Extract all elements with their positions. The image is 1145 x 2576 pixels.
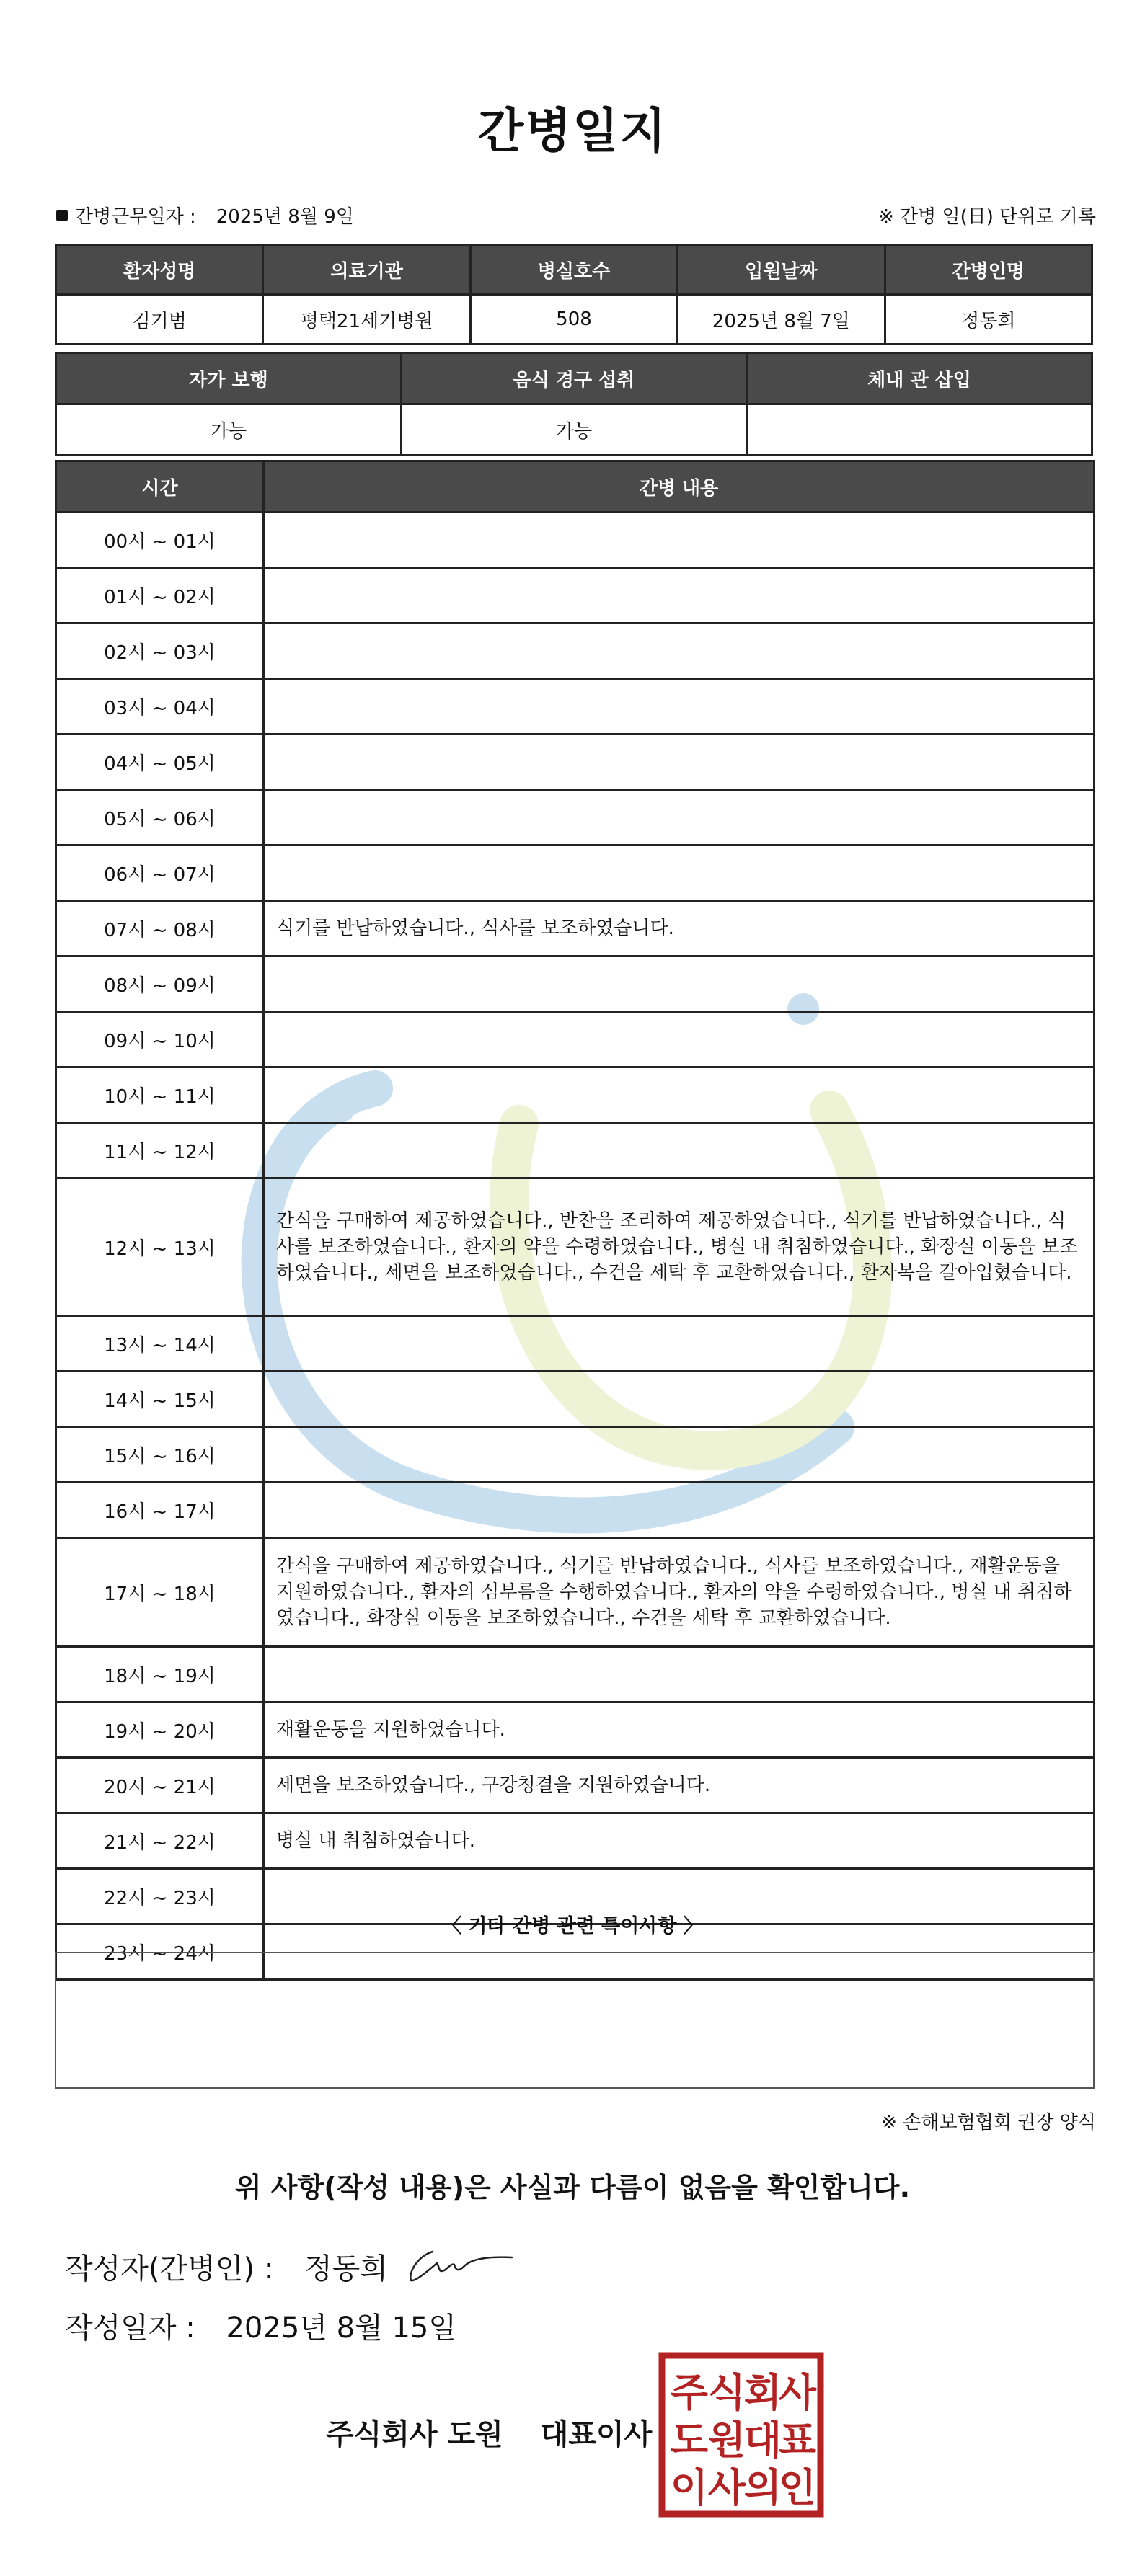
special-notes-title: 〈 기타 간병 관련 특이사항 〉 — [442, 1915, 703, 1937]
care-content — [264, 679, 1095, 734]
table-row — [56, 1758, 1095, 1813]
care-content — [264, 734, 1095, 790]
writer-name: 정동희 — [304, 2252, 388, 2286]
care-content — [264, 1067, 1095, 1123]
header-admission-date: 입원날짜 — [678, 245, 885, 295]
care-content: 재활운동을 지원하였습니다. — [264, 1702, 1095, 1758]
room-number: 508 — [470, 295, 677, 345]
confirmation-statement: 위 사항(작성 내용)은 사실과 다름이 없음을 확인합니다. — [234, 2172, 911, 2203]
seal-char: 주 — [670, 2370, 709, 2415]
ability-value-row — [56, 404, 1092, 456]
time-slot: 21시 ~ 22시 — [56, 1813, 264, 1869]
document-title: 간병일지 — [477, 103, 668, 159]
header-time: 시간 — [56, 461, 264, 512]
table-row — [56, 1123, 1095, 1178]
header-hospital: 의료기관 — [263, 245, 470, 295]
care-content — [264, 956, 1095, 1012]
header-self-walking: 자가 보행 — [56, 353, 402, 404]
header-caregiver-name: 간병인명 — [885, 245, 1092, 295]
patient-name: 김기범 — [56, 295, 263, 345]
patient-info-header-row — [56, 245, 1092, 295]
time-slot: 10시 ~ 11시 — [56, 1067, 264, 1123]
time-slot: 20시 ~ 21시 — [56, 1758, 264, 1813]
square-bullet-icon — [56, 210, 68, 221]
header-tube-insertion: 체내 관 삽입 — [747, 353, 1092, 404]
time-slot: 07시 ~ 08시 — [56, 901, 264, 956]
table-row — [56, 1372, 1095, 1427]
writer-line — [65, 2246, 388, 2287]
time-slot: 06시 ~ 07시 — [56, 845, 264, 901]
care-content — [264, 623, 1095, 679]
oral-intake-value: 가능 — [402, 404, 747, 456]
header-care-content: 간병 내용 — [264, 461, 1095, 512]
time-slot: 14시 ~ 15시 — [56, 1372, 264, 1427]
time-slot: 17시 ~ 18시 — [56, 1538, 264, 1647]
time-slot: 05시 ~ 06시 — [56, 790, 264, 845]
time-slot: 01시 ~ 02시 — [56, 568, 264, 623]
seal-char: 표 — [778, 2417, 817, 2463]
seal-char: 이 — [670, 2465, 709, 2510]
care-content — [264, 845, 1095, 901]
care-content: 간식을 구매하여 제공하였습니다., 반찬을 조리하여 제공하였습니다., 식기를 반납하였습니다., 식사를 보조하였습니다., 환자의 약을 수령하였습니다., 병실 내 취침하였습니다., 화장실 이동을 보조하였습니다., 세면을 보조하였습니다., 수건을 세탁 후 교환하였습니다., 환자복을 갈아입혔습니다. — [264, 1178, 1095, 1316]
seal-char: 원 — [707, 2417, 746, 2463]
care-content — [264, 1427, 1095, 1483]
header-oral-intake: 음식 경구 섭취 — [402, 353, 747, 404]
table-row — [56, 845, 1095, 901]
hospital-name: 평택21세기병원 — [263, 295, 470, 345]
patient-ability-table — [55, 352, 1093, 456]
write-date-label: 작성일자 : — [65, 2311, 195, 2345]
care-content — [264, 1012, 1095, 1067]
time-slot: 03시 ~ 04시 — [56, 679, 264, 734]
seal-char: 사 — [778, 2370, 817, 2415]
company-line — [326, 2412, 652, 2453]
table-row — [56, 1012, 1095, 1067]
admission-date: 2025년 8월 7일 — [678, 295, 885, 345]
table-row — [56, 956, 1095, 1012]
seal-char: 의 — [743, 2465, 782, 2510]
care-log-table — [55, 460, 1095, 1981]
work-date — [56, 202, 354, 228]
seal-char: 식 — [707, 2370, 746, 2415]
time-slot: 00시 ~ 01시 — [56, 512, 264, 568]
header-room-number: 병실호수 — [470, 245, 677, 295]
care-content — [264, 512, 1095, 568]
work-date-label: 간병근무일자 : — [75, 206, 196, 228]
time-slot: 09시 ~ 10시 — [56, 1012, 264, 1067]
table-row — [56, 1178, 1095, 1316]
special-notes-box — [55, 1952, 1095, 2089]
table-row — [56, 512, 1095, 568]
time-slot: 23시 ~ 24시 — [56, 1924, 264, 1980]
care-content: 식기를 반납하였습니다., 식사를 보조하였습니다. — [264, 901, 1095, 956]
table-row — [56, 1813, 1095, 1869]
company-title: 대표이사 — [540, 2418, 653, 2451]
unit-note: ※ 간병 일(日) 단위로 기록 — [877, 206, 1096, 228]
care-content — [264, 1123, 1095, 1178]
time-slot: 19시 ~ 20시 — [56, 1702, 264, 1758]
table-row — [56, 1427, 1095, 1483]
time-slot: 15시 ~ 16시 — [56, 1427, 264, 1483]
care-content: 세면을 보조하였습니다., 구강청결을 지원하였습니다. — [264, 1758, 1095, 1813]
handwritten-signature — [404, 2239, 519, 2289]
work-date-value: 2025년 8월 9일 — [216, 206, 354, 228]
tube-insertion-value — [747, 404, 1092, 456]
time-slot: 18시 ~ 19시 — [56, 1647, 264, 1702]
care-content — [264, 568, 1095, 623]
care-content — [264, 1483, 1095, 1538]
table-row — [56, 790, 1095, 845]
caregiver-name: 정동희 — [885, 295, 1092, 345]
time-slot: 04시 ~ 05시 — [56, 734, 264, 790]
time-slot: 08시 ~ 09시 — [56, 956, 264, 1012]
time-slot: 12시 ~ 13시 — [56, 1178, 264, 1316]
table-row — [56, 568, 1095, 623]
care-content: 병실 내 취침하였습니다. — [264, 1813, 1095, 1869]
care-content: 간식을 구매하여 제공하였습니다., 식기를 반납하였습니다., 식사를 보조하였습니다., 재활운동을 지원하였습니다., 환자의 심부름을 수행하였습니다., 환자의 약을 수령하였습니다., 병실 내 취침하였습니다., 화장실 이동을 보조하였습니다., 수건을 세탁 후 교환하였습니다. — [264, 1538, 1095, 1647]
care-log-header-row — [56, 461, 1095, 512]
seal-char: 도 — [670, 2417, 709, 2463]
seal-char: 대 — [743, 2417, 782, 2463]
writer-label: 작성자(간병인) : — [65, 2252, 274, 2286]
time-slot: 02시 ~ 03시 — [56, 623, 264, 679]
time-slot: 13시 ~ 14시 — [56, 1316, 264, 1372]
seal-char: 회 — [743, 2370, 782, 2415]
table-row — [56, 679, 1095, 734]
table-row — [56, 901, 1095, 956]
table-row — [56, 1647, 1095, 1702]
seal-char: 사 — [707, 2465, 746, 2510]
write-date-value: 2025년 8월 15일 — [226, 2311, 456, 2345]
ability-header-row — [56, 353, 1092, 404]
time-slot: 22시 ~ 23시 — [56, 1869, 264, 1924]
care-content — [264, 1372, 1095, 1427]
patient-info-table — [55, 244, 1093, 345]
table-row — [56, 1316, 1095, 1372]
table-row — [56, 1483, 1095, 1538]
write-date-line — [65, 2305, 456, 2346]
table-row — [56, 1067, 1095, 1123]
form-source-note: ※ 손해보험협회 권장 양식 — [881, 2112, 1096, 2133]
patient-info-value-row — [56, 295, 1092, 345]
time-slot: 11시 ~ 12시 — [56, 1123, 264, 1178]
care-content — [264, 790, 1095, 845]
table-row — [56, 1538, 1095, 1647]
table-row — [56, 623, 1095, 679]
self-walking-value: 가능 — [56, 404, 402, 456]
header-patient-name: 환자성명 — [56, 245, 263, 295]
company-name: 주식회사 도원 — [326, 2418, 503, 2451]
care-content — [264, 1316, 1095, 1372]
time-slot: 16시 ~ 17시 — [56, 1483, 264, 1538]
table-row — [56, 1702, 1095, 1758]
table-row — [56, 734, 1095, 790]
care-content — [264, 1647, 1095, 1702]
seal-char: 인 — [778, 2465, 817, 2510]
company-seal-stamp — [658, 2351, 825, 2518]
